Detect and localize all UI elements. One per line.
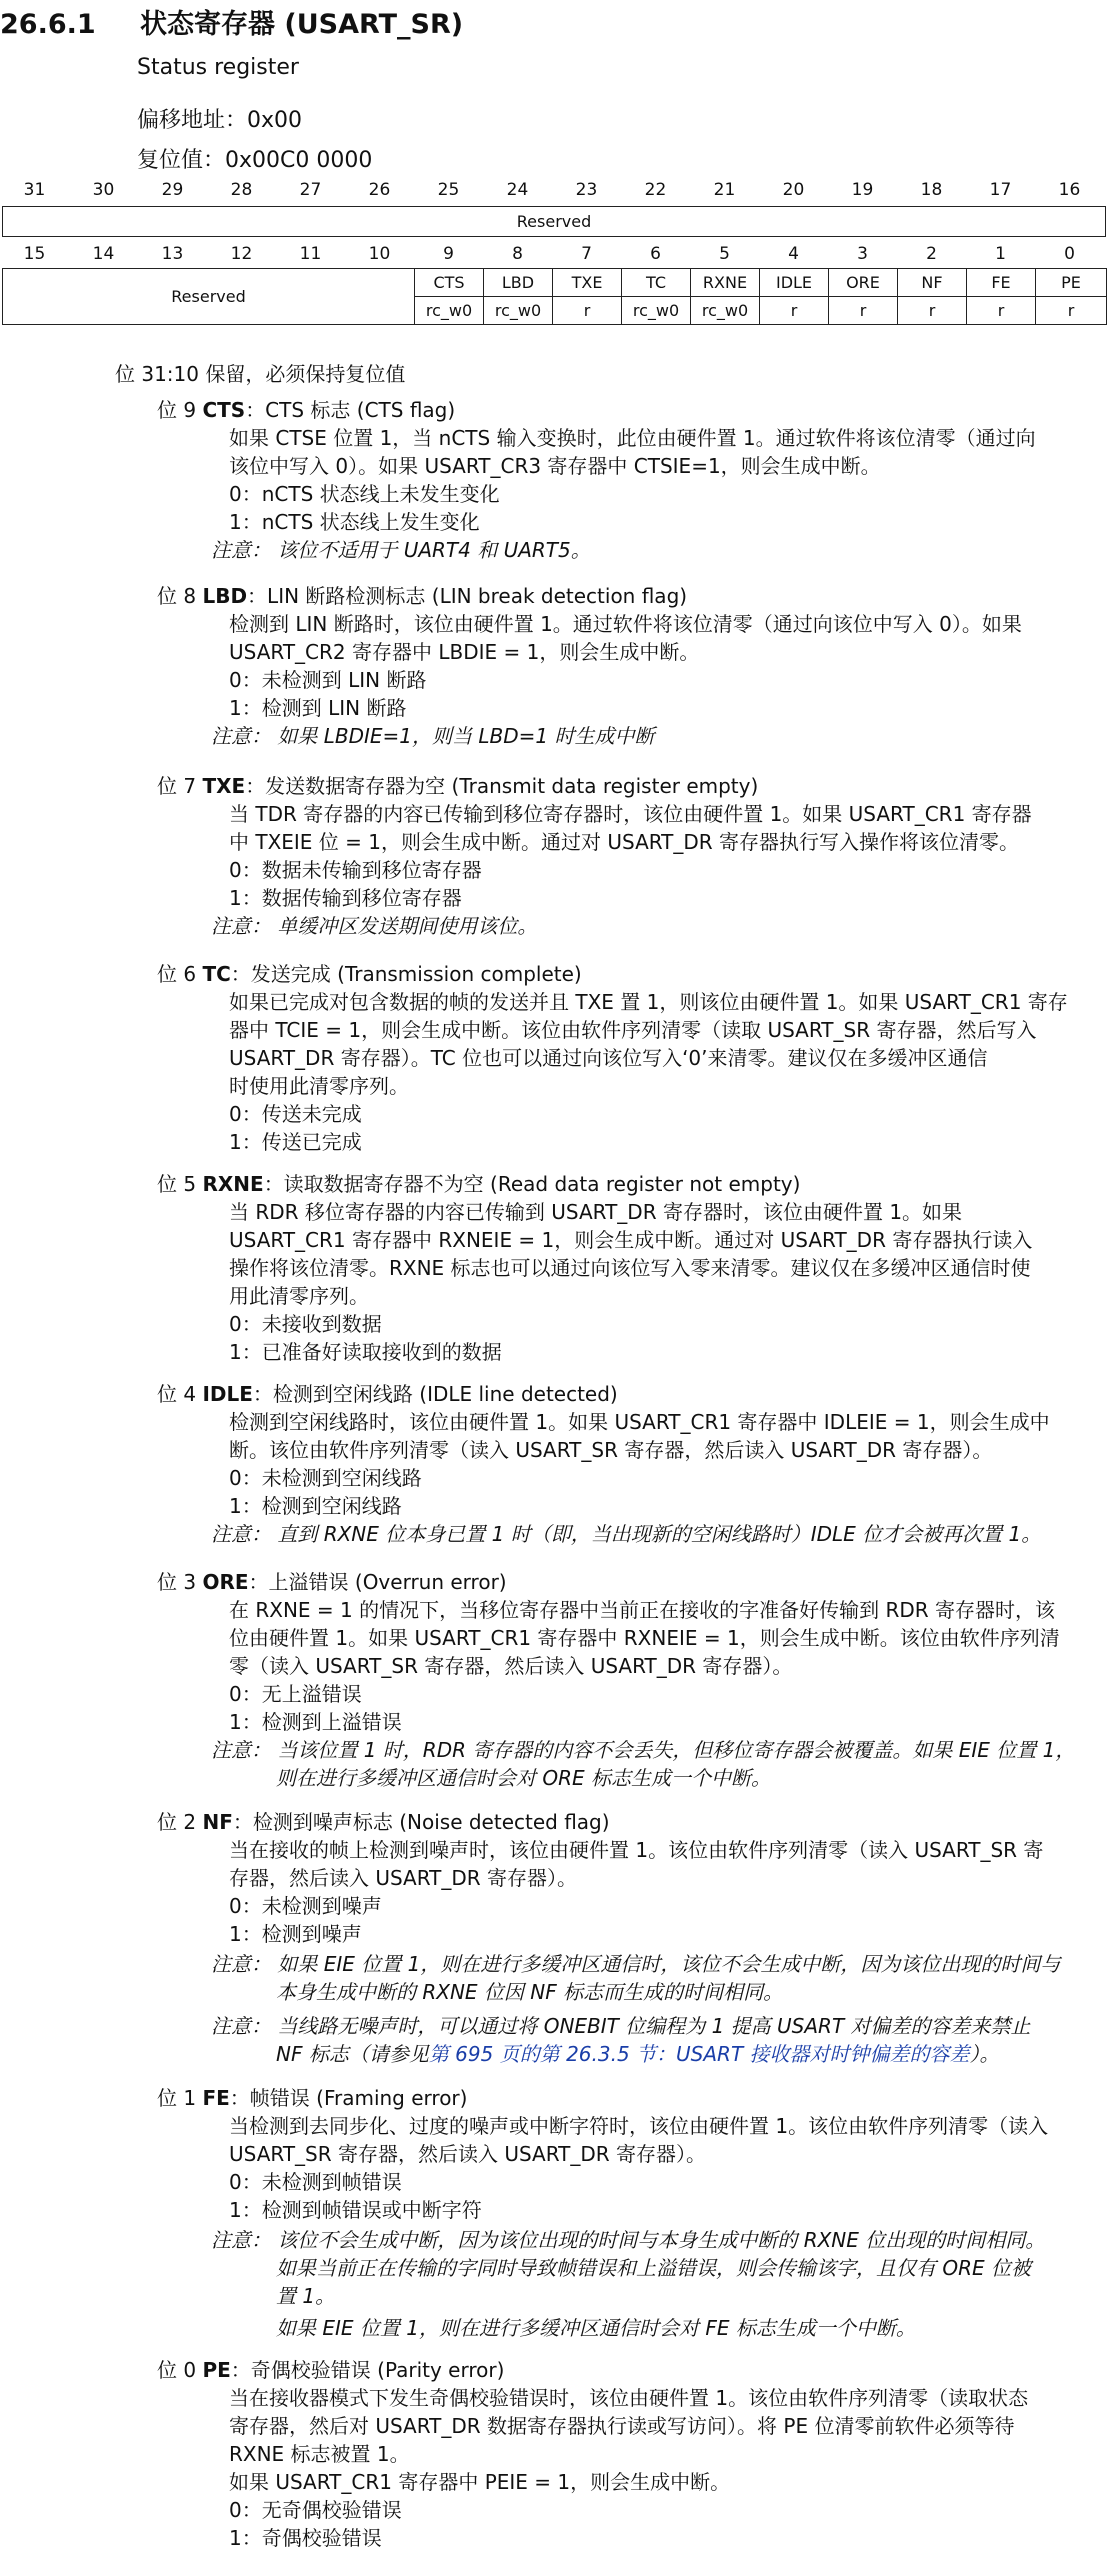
value-1: 1：检测到噪声 <box>229 1922 362 1946</box>
paragraph-line: USART_CR1 寄存器中 RXNEIE = 1，则会生成中断。通过对 USART_DR 寄存器执行读入 <box>229 1228 1033 1252</box>
reset-value: 复位值：0x00C0 0000 <box>137 148 373 173</box>
bit-name: NF <box>202 1810 233 1834</box>
bit-position: 位 4 <box>157 1382 197 1406</box>
bit-number: 29 <box>161 180 184 200</box>
note: 注意： 单缓冲区发送期间使用该位。 <box>211 914 538 938</box>
note-continued: 如果当前正在传输的字同时导致帧错误和上溢错误，则会传输该字，且仅有 ORE 位被 <box>276 2256 1031 2280</box>
paragraph-line: 检测到 LIN 断路时，该位由硬件置 1。通过软件将该位清零（通过向该位中写入 0）。如果 <box>229 612 1022 636</box>
note: 注意： 当该位置 1 时，RDR 寄存器的内容不会丢失，但移位寄存器会被覆盖。如果 EIE 位置 1， <box>211 1738 1076 1762</box>
bit-position: 位 3 <box>157 1570 197 1594</box>
paragraph-line: RXNE 标志被置 1。 <box>229 2442 410 2466</box>
paragraph-line: 断。该位由软件序列清零（读入 USART_SR 寄存器，然后读入 USART_DR 寄存器）。 <box>229 1438 993 1462</box>
note-text: NF 标志（请参见 <box>276 2042 429 2066</box>
note-continued: 本身生成中断的 RXNE 位因 NF 标志而生成的时间相同。 <box>276 1980 784 2004</box>
value-0: 0：未接收到数据 <box>229 1312 382 1336</box>
bit-name: TC <box>202 962 231 986</box>
section-number: 26.6.1 <box>0 9 96 40</box>
bit-name: IDLE <box>202 1382 253 1406</box>
bit-number: 23 <box>575 180 598 200</box>
reserved-field: Reserved <box>3 207 1106 237</box>
paragraph-line: 当 RDR 移位寄存器的内容已传输到 USART_DR 寄存器时，该位由硬件置 1。如果 <box>229 1200 963 1224</box>
upper-bit-numbers <box>0 180 1110 208</box>
field-access-cts: rc_w0 <box>415 297 484 325</box>
paragraph-line: 当在接收的帧上检测到噪声时，该位由硬件置 1。该位由软件序列清零（读入 USART_SR 寄 <box>229 1838 1044 1862</box>
value-1: 1：奇偶校验错误 <box>229 2526 382 2550</box>
bit-7-heading <box>157 772 758 800</box>
bit-number: 4 <box>788 244 799 264</box>
note-continued: 则在进行多缓冲区通信时会对 ORE 标志生成一个中断。 <box>276 1766 771 1790</box>
bit-name: CTS <box>202 398 246 422</box>
field-name-nf: NF <box>898 269 967 297</box>
bit-title: ：奇偶校验错误 (Parity error) <box>230 2358 505 2382</box>
bit-number: 14 <box>92 244 115 264</box>
bit-number: 6 <box>650 244 661 264</box>
bit-position: 位 7 <box>157 774 197 798</box>
field-access-fe: r <box>967 297 1036 325</box>
bit-number: 17 <box>989 180 1012 200</box>
paragraph-line: 用此清零序列。 <box>229 1284 369 1308</box>
note: 注意： 该位不会生成中断，因为该位出现的时间与本身生成中断的 RXNE 位出现的时间相同。 <box>211 2228 1046 2252</box>
note: 注意： 直到 RXNE 位本身已置 1 时（即，当出现新的空闲线路时）IDLE 位才会被再次置 1。 <box>211 1522 1042 1546</box>
bit-title: ：上溢错误 (Overrun error) <box>248 1570 507 1594</box>
bit-number: 2 <box>926 244 937 264</box>
value-0: 0：无上溢错误 <box>229 1682 362 1706</box>
bit-number: 5 <box>719 244 730 264</box>
bit-number: 10 <box>368 244 391 264</box>
bit-number: 25 <box>437 180 460 200</box>
bit-number: 8 <box>512 244 523 264</box>
note: 注意： 该位不适用于 UART4 和 UART5。 <box>211 538 591 562</box>
paragraph-line: 零（读入 USART_SR 寄存器，然后读入 USART_DR 寄存器）。 <box>229 1654 793 1678</box>
bit-number: 16 <box>1058 180 1081 200</box>
bit-number: 11 <box>299 244 322 264</box>
bit-number: 28 <box>230 180 253 200</box>
paragraph-line: 当 TDR 寄存器的内容已传输到移位寄存器时，该位由硬件置 1。如果 USART_CR1 寄存器 <box>229 802 1032 826</box>
bit-number: 27 <box>299 180 322 200</box>
field-access-nf: r <box>898 297 967 325</box>
field-access-idle: r <box>760 297 829 325</box>
bit-position: 位 8 <box>157 584 197 608</box>
field-name-txe: TXE <box>553 269 622 297</box>
bit-title: ：发送数据寄存器为空 (Transmit data register empty) <box>245 774 759 798</box>
bit-number: 15 <box>23 244 46 264</box>
bit-0-heading <box>157 2356 504 2384</box>
paragraph-line: 如果已完成对包含数据的帧的发送并且 TXE 置 1，则该位由硬件置 1。如果 USART_CR1 寄存 <box>229 990 1068 1014</box>
bit-number: 24 <box>506 180 529 200</box>
bit-6-heading <box>157 960 582 988</box>
bit-31-10-description: 位 31:10 保留，必须保持复位值 <box>115 362 406 386</box>
value-1: 1：已准备好读取接收到的数据 <box>229 1340 502 1364</box>
value-1: 1：检测到空闲线路 <box>229 1494 402 1518</box>
bit-9-heading <box>157 396 455 424</box>
value-1: 1：传送已完成 <box>229 1130 362 1154</box>
value-0: 0：未检测到噪声 <box>229 1894 382 1918</box>
bit-number: 30 <box>92 180 115 200</box>
bit-name: ORE <box>202 1570 249 1594</box>
bit-position: 位 6 <box>157 962 197 986</box>
paragraph-line: USART_DR 寄存器）。TC 位也可以通过向该位写入‘0’来清零。建议仅在多缓冲区通信 <box>229 1046 988 1070</box>
reserved-field: Reserved <box>3 269 415 325</box>
bit-number: 3 <box>857 244 868 264</box>
bit-8-heading <box>157 582 687 610</box>
paragraph-line: 在 RXNE = 1 的情况下，当移位寄存器中当前正在接收的字准备好传输到 RDR 寄存器时，该 <box>229 1598 1056 1622</box>
bit-number: 13 <box>161 244 184 264</box>
value-0: 0：未检测到帧错误 <box>229 2170 402 2194</box>
bit-title: ：LIN 断路检测标志 (LIN break detection flag) <box>247 584 688 608</box>
bit-2-heading <box>157 1808 610 1836</box>
note-continued: 如果 EIE 位置 1，则在进行多缓冲区通信时会对 FE 标志生成一个中断。 <box>276 2316 916 2340</box>
field-name-ore: ORE <box>829 269 898 297</box>
cross-reference-link[interactable]: 第 695 页的第 26.3.5 节：USART 接收器对时钟偏差的容差 <box>428 2042 970 2066</box>
note: 注意： 如果 EIE 位置 1，则在进行多缓冲区通信时，该位不会生成中断，因为该位出现的时间与 <box>211 1952 1061 1976</box>
field-name-lbd: LBD <box>484 269 553 297</box>
paragraph-line: 该位中写入 0）。如果 USART_CR3 寄存器中 CTSIE=1，则会生成中断。 <box>229 454 881 478</box>
field-access-rxne: rc_w0 <box>691 297 760 325</box>
section-title: 状态寄存器 (USART_SR) <box>140 9 464 40</box>
bit-position: 位 1 <box>157 2086 197 2110</box>
bit-3-heading <box>157 1568 507 1596</box>
paragraph-line: 时使用此清零序列。 <box>229 1074 409 1098</box>
paragraph-line: 检测到空闲线路时，该位由硬件置 1。如果 USART_CR1 寄存器中 IDLEIE = 1，则会生成中 <box>229 1410 1050 1434</box>
bit-position: 位 9 <box>157 398 197 422</box>
bit-number: 20 <box>782 180 805 200</box>
value-0: 0：数据未传输到移位寄存器 <box>229 858 482 882</box>
note-continued: 置 1。 <box>276 2284 336 2308</box>
register-subtitle: Status register <box>137 55 299 80</box>
field-access-txe: r <box>553 297 622 325</box>
bit-name: TXE <box>202 774 246 798</box>
paragraph-line: 如果 CTSE 位置 1，当 nCTS 输入变换时，此位由硬件置 1。通过软件将该位清零（通过向 <box>229 426 1036 450</box>
field-name-fe: FE <box>967 269 1036 297</box>
value-0: 0：传送未完成 <box>229 1102 362 1126</box>
bit-number: 9 <box>443 244 454 264</box>
paragraph-line: 操作将该位清零。RXNE 标志也可以通过向该位写入零来清零。建议仅在多缓冲区通信时使 <box>229 1256 1031 1280</box>
value-1: 1：检测到上溢错误 <box>229 1710 402 1734</box>
bit-title: ：检测到空闲线路 (IDLE line detected) <box>252 1382 618 1406</box>
value-1: 1：检测到帧错误或中断字符 <box>229 2198 482 2222</box>
bit-title: ：读取数据寄存器不为空 (Read data register not empty) <box>263 1172 801 1196</box>
field-name-cts: CTS <box>415 269 484 297</box>
bit-number: 22 <box>644 180 667 200</box>
paragraph-line: USART_CR2 寄存器中 LBDIE = 1，则会生成中断。 <box>229 640 700 664</box>
bit-number: 18 <box>920 180 943 200</box>
register-lower-table <box>2 268 1107 325</box>
field-access-lbd: rc_w0 <box>484 297 553 325</box>
bit-number: 12 <box>230 244 253 264</box>
value-0: 0：无奇偶校验错误 <box>229 2498 402 2522</box>
offset-address: 偏移地址：0x00 <box>137 108 303 133</box>
register-upper-table <box>2 206 1106 237</box>
bit-number: 7 <box>581 244 592 264</box>
value-0: 0：nCTS 状态线上未发生变化 <box>229 482 500 506</box>
bit-number: 1 <box>995 244 1006 264</box>
paragraph-line: 当在接收器模式下发生奇偶校验错误时，该位由硬件置 1。该位由软件序列清零（读取状态 <box>229 2386 1029 2410</box>
value-1: 1：检测到 LIN 断路 <box>229 696 407 720</box>
bit-number: 19 <box>851 180 874 200</box>
paragraph-line: 存器，然后读入 USART_DR 寄存器）。 <box>229 1866 578 1890</box>
bit-number: 31 <box>23 180 46 200</box>
note: 注意： 如果 LBDIE=1，则当 LBD=1 时生成中断 <box>211 724 655 748</box>
bit-title: ：帧错误 (Framing error) <box>229 2086 468 2110</box>
note-continued <box>276 2040 1000 2068</box>
value-0: 0：未检测到 LIN 断路 <box>229 668 427 692</box>
field-access-ore: r <box>829 297 898 325</box>
bit-5-heading <box>157 1170 800 1198</box>
paragraph-line: 寄存器，然后对 USART_DR 数据寄存器执行读或写访问）。将 PE 位清零前软件必须等待 <box>229 2414 1015 2438</box>
value-1: 1：nCTS 状态线上发生变化 <box>229 510 480 534</box>
bit-position: 位 2 <box>157 1810 197 1834</box>
bit-4-heading <box>157 1380 618 1408</box>
field-name-pe: PE <box>1036 269 1107 297</box>
bit-position: 位 5 <box>157 1172 197 1196</box>
bit-title: ：CTS 标志 (CTS flag) <box>245 398 456 422</box>
bit-name: FE <box>202 2086 230 2110</box>
field-name-idle: IDLE <box>760 269 829 297</box>
bit-number: 26 <box>368 180 391 200</box>
paragraph-line: 位由硬件置 1。如果 USART_CR1 寄存器中 RXNEIE = 1，则会生成中断。该位由软件序列清 <box>229 1626 1060 1650</box>
value-0: 0：未检测到空闲线路 <box>229 1466 422 1490</box>
paragraph-line: 器中 TCIE = 1，则会生成中断。该位由软件序列清零（读取 USART_SR 寄存器，然后写入 <box>229 1018 1037 1042</box>
bit-title: ：发送完成 (Transmission complete) <box>230 962 582 986</box>
bit-name: LBD <box>202 584 248 608</box>
bit-number: 21 <box>713 180 736 200</box>
note-text: ）。 <box>969 2042 1000 2066</box>
value-1: 1：数据传输到移位寄存器 <box>229 886 462 910</box>
bit-position: 位 0 <box>157 2358 197 2382</box>
paragraph-line: USART_SR 寄存器，然后读入 USART_DR 寄存器）。 <box>229 2142 707 2166</box>
field-access-tc: rc_w0 <box>622 297 691 325</box>
bit-name: RXNE <box>202 1172 264 1196</box>
paragraph-line: 如果 USART_CR1 寄存器中 PEIE = 1，则会生成中断。 <box>229 2470 731 2494</box>
paragraph-line: 当检测到去同步化、过度的噪声或中断字符时，该位由硬件置 1。该位由软件序列清零（读入 <box>229 2114 1049 2138</box>
bit-title: ：检测到噪声标志 (Noise detected flag) <box>232 1810 610 1834</box>
field-name-rxne: RXNE <box>691 269 760 297</box>
field-name-tc: TC <box>622 269 691 297</box>
bit-1-heading <box>157 2084 467 2112</box>
section-heading <box>0 2 463 41</box>
field-access-pe: r <box>1036 297 1107 325</box>
bit-number: 0 <box>1064 244 1075 264</box>
bit-name: PE <box>202 2358 231 2382</box>
note: 注意： 当线路无噪声时，可以通过将 ONEBIT 位编程为 1 提高 USART 对偏差的容差来禁止 <box>211 2014 1031 2038</box>
paragraph-line: 中 TXEIE 位 = 1，则会生成中断。通过对 USART_DR 寄存器执行写入操作将该位清零。 <box>229 830 1020 854</box>
